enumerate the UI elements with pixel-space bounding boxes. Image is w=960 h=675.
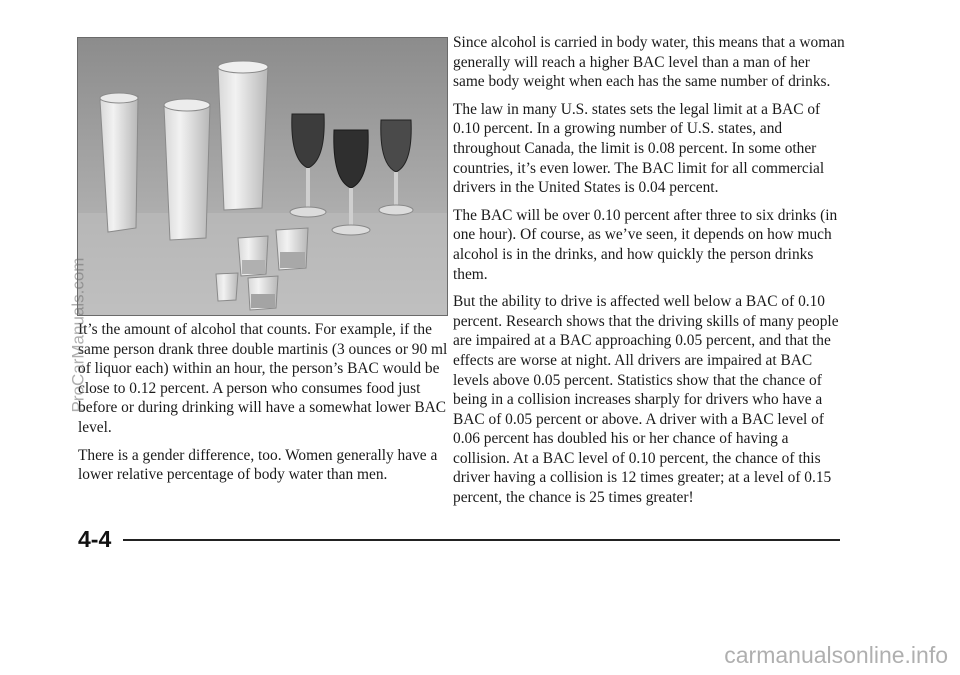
drinks-photo xyxy=(77,37,448,316)
side-watermark-text: ProCarManuals.com xyxy=(68,257,88,413)
shot-glass xyxy=(276,228,308,270)
glasses-illustration xyxy=(78,38,447,315)
tall-glass xyxy=(164,99,210,240)
bottom-watermark: carmanualsonline.info xyxy=(724,642,948,668)
right-column xyxy=(453,33,845,516)
shot-glass xyxy=(238,236,268,276)
paragraph: Since alcohol is carried in body water, this means that a woman generally will reach a higher BAC level than a man of her same body weight when each has the same number of drinks. xyxy=(453,34,845,91)
paragraph: The law in many U.S. states sets the legal limit at a BAC of 0.10 percent. In a growing number of U.S. states, and throughout Canada, the limit is 0.08 percent. In some other countries, it’s even lower. The BAC limit for all commercial drivers in the United States is 0.04 percent. xyxy=(453,100,825,197)
paragraph: There is a gender difference, too. Women generally have a lower relative percentage of body water than men. xyxy=(78,446,438,484)
paragraph: The BAC will be over 0.10 percent after three to six drinks (in one hour). Of course, as we’ve seen, it depends on how much alcohol is in the drinks, and how quickly the person drinks them. xyxy=(453,206,838,283)
side-watermark xyxy=(64,170,92,500)
left-column xyxy=(78,320,450,493)
shot-glass xyxy=(216,273,238,301)
tall-glass xyxy=(218,61,268,210)
page-number: 4-4 xyxy=(78,526,112,552)
shot-glass xyxy=(248,276,278,310)
paragraph: It’s the amount of alcohol that counts. For example, if the same person drank three double martinis (3 ounces or 90 ml of liquor each) within an hour, the person’s BAC would be close to 0.12 percent. A person who consumes food just before or during drinking will have a somewhat lower BAC level. xyxy=(78,321,448,436)
paragraph: But the ability to drive is affected well below a BAC of 0.10 percent. Research shows that the driving skills of many people are impaired at a BAC approaching 0.05 percent, and that the effects are worse at night. All drivers are impaired at BAC levels above 0.05 percent. Statistics show that the chance of being in a collision increases sharply for drivers who have a BAC of 0.05 percent or above. A driver with a BAC level of 0.06 percent has doubled his or her chance of having a collision. At a BAC level of 0.10 percent, the chance of this driver having a collision is 12 times greater; at a level of 0.15 percent, the chance is 25 times greater! xyxy=(453,293,839,507)
footer-rule xyxy=(123,539,840,541)
